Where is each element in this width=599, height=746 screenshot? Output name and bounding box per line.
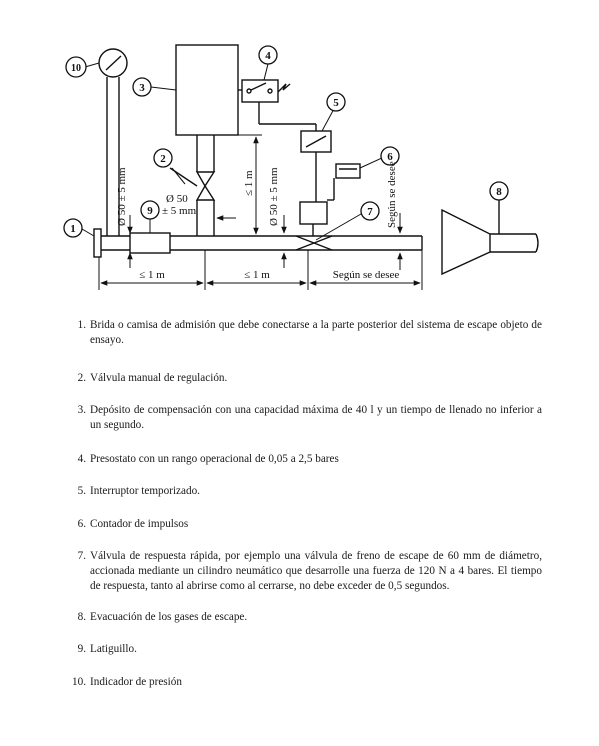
- callout-1-label: 1: [70, 223, 76, 235]
- callout-6-label: 6: [387, 151, 393, 163]
- legend-item: 6. Contador de impulsos: [77, 518, 189, 530]
- test-rig-diagram: [0, 0, 599, 310]
- dim-length-3: Según se desee: [332, 269, 400, 281]
- legend-item: 10. Indicador de presión: [72, 676, 182, 688]
- callout-9-label: 9: [147, 205, 153, 217]
- dim-tank-height: ≤ 1 m: [243, 170, 255, 196]
- legend-item: 1. Brida o camisa de admisión que debe conectarse a la parte posterior del sistema de escape objeto de ensayo.: [77, 319, 542, 346]
- callout-3-label: 3: [139, 82, 145, 94]
- callout-10-label: 10: [71, 63, 81, 74]
- callout-8-label: 8: [496, 186, 502, 198]
- dim-valve-diameter: Ø 50 ± 5 mm: [268, 167, 280, 226]
- callout-4-label: 4: [265, 50, 271, 62]
- legend-item: 8. Evacuación de los gases de escape.: [77, 611, 248, 623]
- legend-item: 7. Válvula de respuesta rápida, por ejemplo una válvula de freno de escape de 60 mm de diámetro, accionada mediante un cilindro neumático que desarrolle una fuerza de 120 N a 4 bares. El tiempo de respuesta, tanto al abrirse como al cerrarse, no debe exceder de 0,5 segundos.: [77, 550, 542, 592]
- pneumatic-cylinder: [300, 202, 327, 224]
- exhaust-evacuation: [442, 200, 538, 274]
- impulse-counter: [336, 164, 360, 178]
- dim-branch-tolerance: ± 5 mm: [162, 205, 197, 217]
- dim-length-2: ≤ 1 m: [244, 269, 270, 281]
- legend-item: 4. Presostato con un rango operacional de 0,05 a 2,5 bares: [77, 453, 339, 465]
- compensation-tank: [176, 45, 238, 135]
- inlet-flange: [94, 229, 101, 257]
- callout-7-label: 7: [367, 206, 373, 218]
- dim-gauge-diameter: Ø 50 ± 5 mm: [116, 167, 128, 226]
- legend-item: 5. Interruptor temporizado.: [77, 485, 200, 497]
- dim-branch-diameter: Ø 50: [166, 193, 188, 205]
- flexible-hose: [130, 233, 170, 253]
- fast-response-valve: [296, 236, 332, 250]
- callout-2-label: 2: [160, 153, 166, 165]
- legend-item: 2. Válvula manual de regulación.: [77, 372, 228, 384]
- legend-item: 3. Depósito de compensación con una capacidad máxima de 40 l y un tiempo de llenado no inferior a un segundo.: [77, 404, 542, 431]
- legend-item: 9. Latiguillo.: [77, 643, 137, 655]
- dim-as-desired-vertical: Según se desee: [386, 161, 398, 228]
- dim-length-1: ≤ 1 m: [139, 269, 165, 281]
- callout-5-label: 5: [333, 97, 339, 109]
- callout-markers: [64, 46, 508, 237]
